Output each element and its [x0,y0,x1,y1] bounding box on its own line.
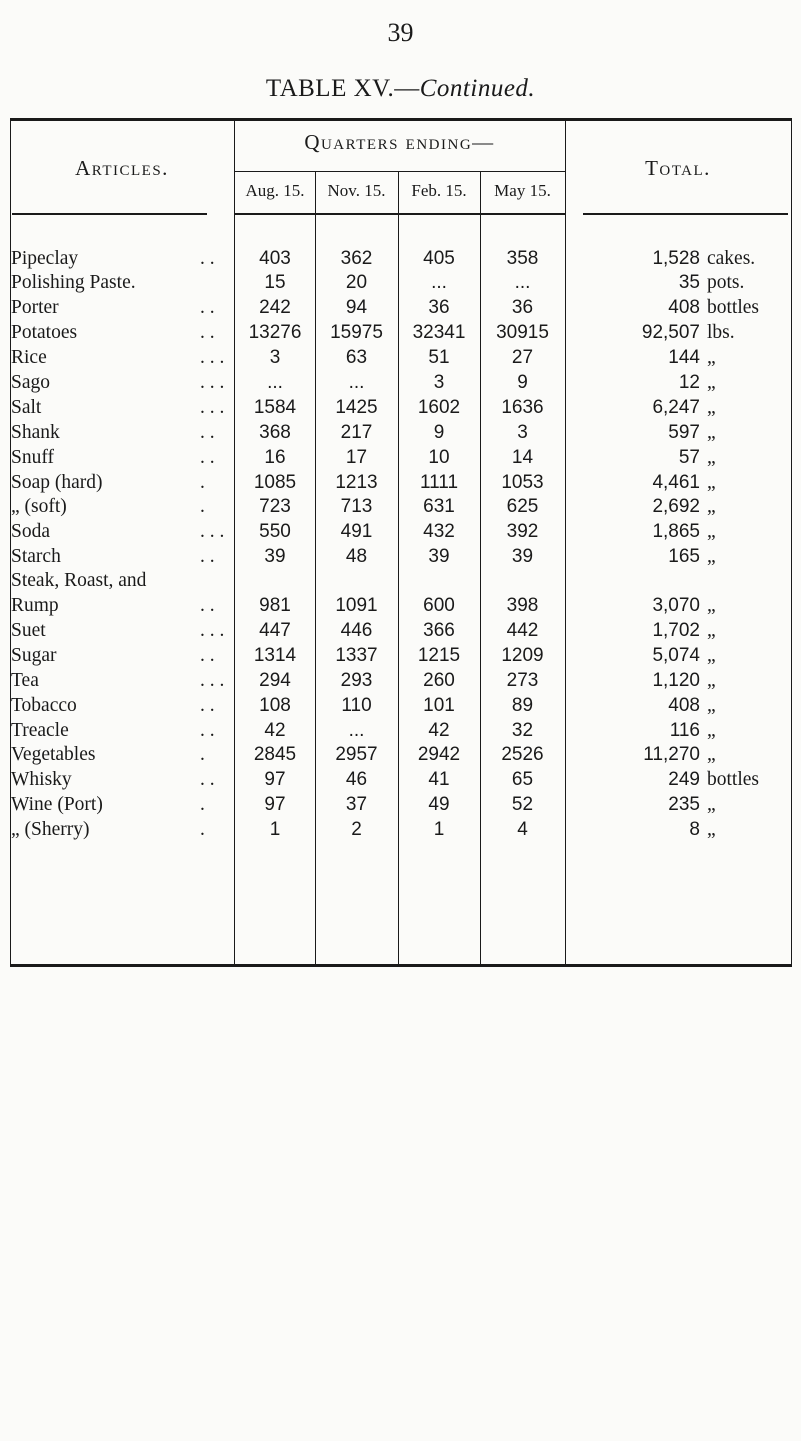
article-name: Soda [11,521,50,542]
quarter-value-feb: 101 [423,695,455,716]
total-unit: „ [707,397,716,418]
total-unit: „ [707,819,716,840]
quarter-value-nov: 293 [340,670,373,691]
table-row [10,643,792,668]
leader-dots: . . [200,322,215,343]
quarter-value-may: ... [514,272,531,293]
quarter-value-nov: ... [348,372,365,393]
total-value: 1,702 [652,620,700,641]
quarter-value-nov: 110 [341,695,372,716]
quarter-value-may: 30915 [496,322,549,343]
quarter-value-nov: 1425 [335,397,378,418]
leader-dots: . [200,472,205,493]
total-value: 165 [668,546,700,567]
quarter-value-nov: ... [348,720,365,741]
table-row [10,246,792,271]
quarter-value-feb: 1111 [419,472,459,493]
table-row [10,519,792,544]
article-name: Shank [11,422,60,443]
total-value: 408 [668,695,700,716]
article-name: Whisky [11,769,72,790]
leader-dots: . . [200,695,215,716]
total-value: 2,692 [652,496,700,517]
quarter-value-aug: 981 [259,595,291,616]
quarter-value-aug: 1314 [253,645,297,666]
total-value: 116 [669,720,700,741]
total-unit: „ [707,720,716,741]
leader-dots: . . [200,645,215,666]
quarter-value-nov: 1213 [335,472,378,493]
quarter-value-may: 14 [511,447,534,468]
total-value: 57 [678,447,700,468]
title-main: TABLE XV.— [265,75,420,102]
total-unit: „ [707,595,716,616]
leader-dots: . [200,794,205,815]
quarter-value-feb: 432 [423,521,455,542]
leader-dots: . . [200,297,215,318]
total-unit: cakes. [707,248,756,269]
leader-dots: . . . [200,670,225,691]
total-unit: „ [707,372,716,393]
quarter-value-may: 625 [506,496,539,517]
quarter-value-may: 4 [517,819,528,840]
total-value: 249 [668,769,700,790]
total-value: 1,865 [652,521,700,542]
total-value: 597 [668,422,700,443]
table-row [10,618,792,643]
table-row [10,544,792,569]
quarter-value-aug: 723 [259,496,291,517]
total-unit: bottles [707,297,759,318]
quarter-value-nov: 46 [345,769,368,790]
table-row [10,420,792,445]
quarter-value-may: 52 [511,794,534,815]
article-name: Rice [11,347,47,368]
total-unit: „ [707,521,716,542]
total-value: 1,120 [652,670,700,691]
quarter-value-aug: 97 [264,794,286,815]
header-rule-articles [12,213,207,215]
total-unit: „ [707,447,716,468]
quarter-value-feb: 2942 [417,744,461,765]
leader-dots: . . . [200,521,225,542]
table-row [10,395,792,420]
table-row [10,767,792,792]
table-row [10,593,792,618]
quarter-value-aug: 2845 [253,744,297,765]
article-name: Tea [11,670,39,691]
total-value: 1,528 [652,248,700,269]
page-number: 39 [387,18,414,47]
quarter-value-aug: 3 [269,347,281,368]
quarter-value-nov: 48 [345,546,368,567]
quarter-value-aug: 1584 [253,397,297,418]
total-value: 5,074 [652,645,700,666]
table-row [10,295,792,320]
total-unit: „ [707,620,716,641]
table-row [10,817,792,842]
quarter-value-may: 32 [511,720,534,741]
quarter-value-feb: 32341 [412,322,466,343]
quarter-value-feb: 36 [428,297,450,318]
quarter-value-feb: 405 [423,248,455,269]
leader-dots: . . [200,769,215,790]
table-row [10,370,792,395]
quarter-value-nov: 20 [345,272,368,293]
quarter-value-nov: 1337 [335,645,378,666]
quarter-value-nov: 491 [340,521,373,542]
quarter-value-nov: 217 [340,422,373,443]
leader-dots: . [200,496,205,517]
quarter-value-nov: 2 [351,819,362,840]
quarter-value-feb: 39 [428,546,450,567]
article-name: Rump [11,595,59,616]
total-value: 35 [678,272,700,293]
total-unit: pots. [707,272,745,293]
quarter-value-aug: 294 [259,670,291,691]
article-name: Sago [11,372,50,393]
total-value: 235 [668,794,700,815]
quarter-value-may: 1636 [501,397,544,418]
leader-dots: . . [200,546,215,567]
article-name: Polishing Paste. [11,272,136,293]
quarter-value-aug: 16 [264,447,286,468]
header-quarter-aug: Aug. 15. [245,181,305,200]
total-value: 408 [668,297,700,318]
quarter-value-feb: 51 [428,347,450,368]
leader-dots: . . [200,422,215,443]
total-unit: „ [707,347,716,368]
quarter-value-may: 36 [511,297,534,318]
quarter-value-may: 398 [506,595,539,616]
quarter-value-may: 392 [506,521,539,542]
quarter-value-may: 442 [506,620,539,641]
quarter-value-aug: 447 [259,620,291,641]
leader-dots: . [200,819,205,840]
quarter-value-may: 273 [506,670,539,691]
total-unit: lbs. [707,322,735,343]
total-value: 8 [689,819,700,840]
quarter-value-nov: 63 [345,347,368,368]
quarter-value-aug: 42 [264,720,286,741]
table-row [10,792,792,817]
total-value: 4,461 [652,472,700,493]
article-name: Suet [11,620,46,641]
quarter-value-nov: 37 [345,794,368,815]
table-row [10,568,792,593]
total-value: 12 [678,372,700,393]
total-value: 3,070 [652,595,700,616]
article-name: Pipeclay [11,248,79,269]
leader-dots: . . [200,720,215,741]
total-value: 144 [668,347,700,368]
quarter-value-aug: 1 [269,819,281,840]
quarter-value-may: 1053 [501,472,544,493]
total-unit: „ [707,546,716,567]
quarter-value-aug: 403 [259,248,291,269]
quarter-value-may: 358 [506,248,539,269]
quarter-value-aug: 1085 [253,472,297,493]
quarter-value-feb: 10 [428,447,450,468]
leader-dots: . . [200,447,215,468]
table-row [10,668,792,693]
quarter-value-feb: 1215 [417,645,461,666]
leader-dots: . . [200,248,215,269]
quarter-value-aug: ... [267,372,283,393]
subheader-rule [234,171,565,172]
data-table [10,118,792,967]
article-name: Porter [11,297,59,318]
quarter-value-nov: 2957 [335,744,378,765]
table-title [0,75,801,103]
article-name: Sugar [11,645,57,666]
leader-dots: . . . [200,397,225,418]
quarter-value-aug: 242 [259,297,291,318]
quarter-value-nov: 446 [340,620,373,641]
table-row [10,494,792,519]
total-unit: „ [707,472,716,493]
header-quarter-may: May 15. [494,181,551,200]
quarter-value-aug: 108 [259,695,291,716]
header-quarters-ending: Quarters ending— [304,130,495,154]
article-name: Vegetables [11,744,96,765]
quarter-value-aug: 39 [264,546,286,567]
total-unit: „ [707,744,716,765]
leader-dots: . [200,744,205,765]
quarter-value-feb: 9 [433,422,445,443]
leader-dots: . . [200,595,215,616]
article-name: Steak, Roast, and [11,570,147,591]
header-rule-quarters [234,213,565,215]
quarter-value-feb: 1602 [417,397,461,418]
quarter-value-aug: 97 [264,769,286,790]
quarter-value-feb: 3 [433,372,445,393]
quarter-value-feb: 42 [428,720,450,741]
article-name: Potatoes [11,322,78,343]
article-name: Wine (Port) [11,794,103,815]
table-row [10,345,792,370]
quarter-value-may: 2526 [501,744,544,765]
quarter-value-nov: 94 [345,297,368,318]
article-name: Soap (hard) [11,472,103,493]
table-row [10,320,792,345]
table-row [10,742,792,767]
table-row [10,470,792,495]
article-name: Treacle [11,720,69,741]
article-name: Snuff [11,447,54,468]
quarter-value-may: 27 [511,347,534,368]
article-name: Salt [11,397,42,418]
bottom-rule [10,964,792,967]
table-row [10,693,792,718]
quarter-value-may: 9 [517,372,528,393]
quarter-value-nov: 713 [340,496,373,517]
title-continued: Continued. [419,75,536,102]
quarter-value-may: 39 [511,546,534,567]
quarter-value-may: 65 [511,769,534,790]
table-row [10,445,792,470]
article-name: Tobacco [11,695,77,716]
article-name: Starch [11,546,61,567]
article-name: „ (soft) [11,496,67,517]
quarter-value-may: 89 [511,695,534,716]
quarter-value-aug: 550 [259,521,291,542]
quarter-value-nov: 1091 [335,595,378,616]
total-unit: bottles [707,769,759,790]
leader-dots: . . . [200,347,225,368]
total-unit: „ [707,695,716,716]
quarter-value-feb: 366 [423,620,455,641]
header-articles: Articles. [75,156,169,180]
quarter-value-may: 3 [517,422,528,443]
total-unit: „ [707,670,716,691]
quarter-value-feb: 631 [423,496,455,517]
quarter-value-aug: 13276 [248,322,302,343]
top-rule [10,118,792,121]
header-quarter-nov: Nov. 15. [327,181,386,200]
quarter-value-aug: 368 [259,422,291,443]
quarter-value-feb: 1 [433,819,445,840]
quarter-value-aug: 15 [264,272,286,293]
quarter-value-feb: 41 [428,769,450,790]
header-rule-total [583,213,788,215]
header-total: Total. [645,156,711,180]
leader-dots: . . . [200,620,225,641]
total-value: 92,507 [641,322,700,343]
total-value: 11,270 [643,744,700,765]
quarter-value-feb: 260 [423,670,455,691]
quarter-value-feb: 600 [423,595,455,616]
total-unit: „ [707,496,716,517]
quarter-value-nov: 362 [340,248,373,269]
quarter-value-may: 1209 [501,645,544,666]
total-value: 6,247 [652,397,700,418]
table-row [10,270,792,295]
quarter-value-feb: 49 [428,794,450,815]
leader-dots: . . . [200,372,225,393]
table-row [10,718,792,743]
quarter-value-nov: 17 [345,447,368,468]
total-unit: „ [707,794,716,815]
quarter-value-feb: ... [431,272,447,293]
article-name: „ (Sherry) [11,819,90,840]
header-quarter-feb: Feb. 15. [411,181,467,200]
total-unit: „ [707,422,716,443]
quarter-value-nov: 15975 [330,322,383,343]
total-unit: „ [707,645,716,666]
